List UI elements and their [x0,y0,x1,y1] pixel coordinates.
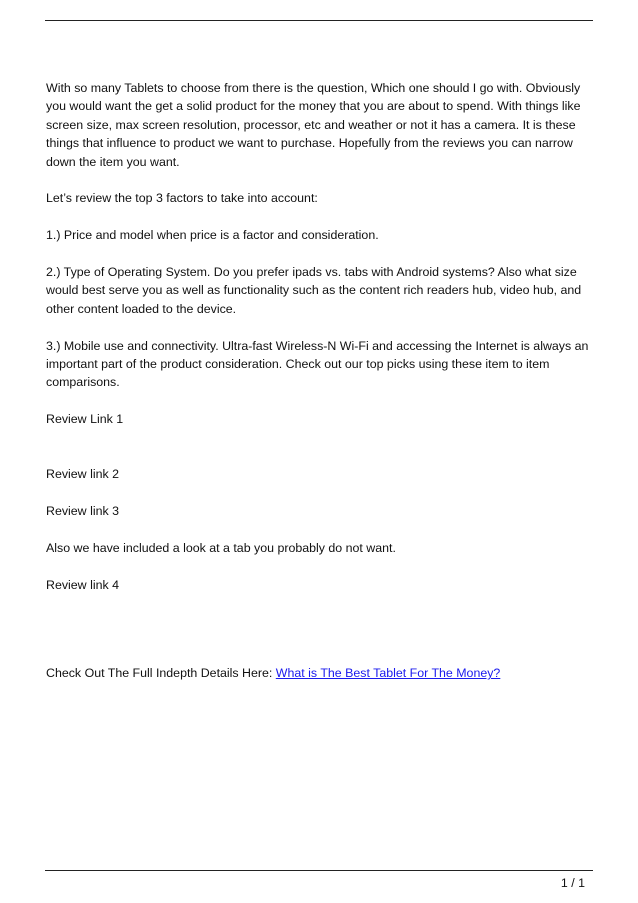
review-link-4: Review link 4 [46,577,119,592]
cta-prefix: Check Out The Full Indepth Details Here: [46,666,276,681]
lead-in-paragraph: Let’s review the top 3 factors to take into account: [46,191,318,206]
review-link-3: Review link 3 [46,504,119,519]
header-rule [45,20,593,21]
factor-3-paragraph: 3.) Mobile use and connectivity. Ultra-fast Wireless-N Wi-Fi and accessing the Internet is always an important part of the product consideration. Check out our top picks using these item to item comparisons. [46,338,589,390]
page-number: 1 / 1 [560,876,585,890]
intro-paragraph: With so many Tablets to choose from there is the question, Which one should I go with. Obviously you would want the get a solid product for the money that you are about to spend. With things like screen size, max screen resolution, processor, etc and weather or not it has a camera. It is these things that influence to product we want to purchase. Hopefully from the reviews you can narrow down the item you want. [46,81,581,169]
review-link-1: Review Link 1 [46,412,124,427]
aside-paragraph: Also we have included a look at a tab you probably do not want. [46,541,396,556]
document-body [46,79,596,701]
factor-1-paragraph: 1.) Price and model when price is a factor and consideration. [46,228,379,243]
factor-2-paragraph: 2.) Type of Operating System. Do you prefer ipads vs. tabs with Android systems? Also what size would best serve you as well as functionality such as the content rich readers hub, video hub, and other content loaded to the device. [46,265,582,316]
best-tablet-link[interactable]: What is The Best Tablet For The Money? [275,666,501,681]
cta-paragraph [46,664,596,682]
footer-rule [45,870,593,871]
review-link-2: Review link 2 [46,467,119,482]
